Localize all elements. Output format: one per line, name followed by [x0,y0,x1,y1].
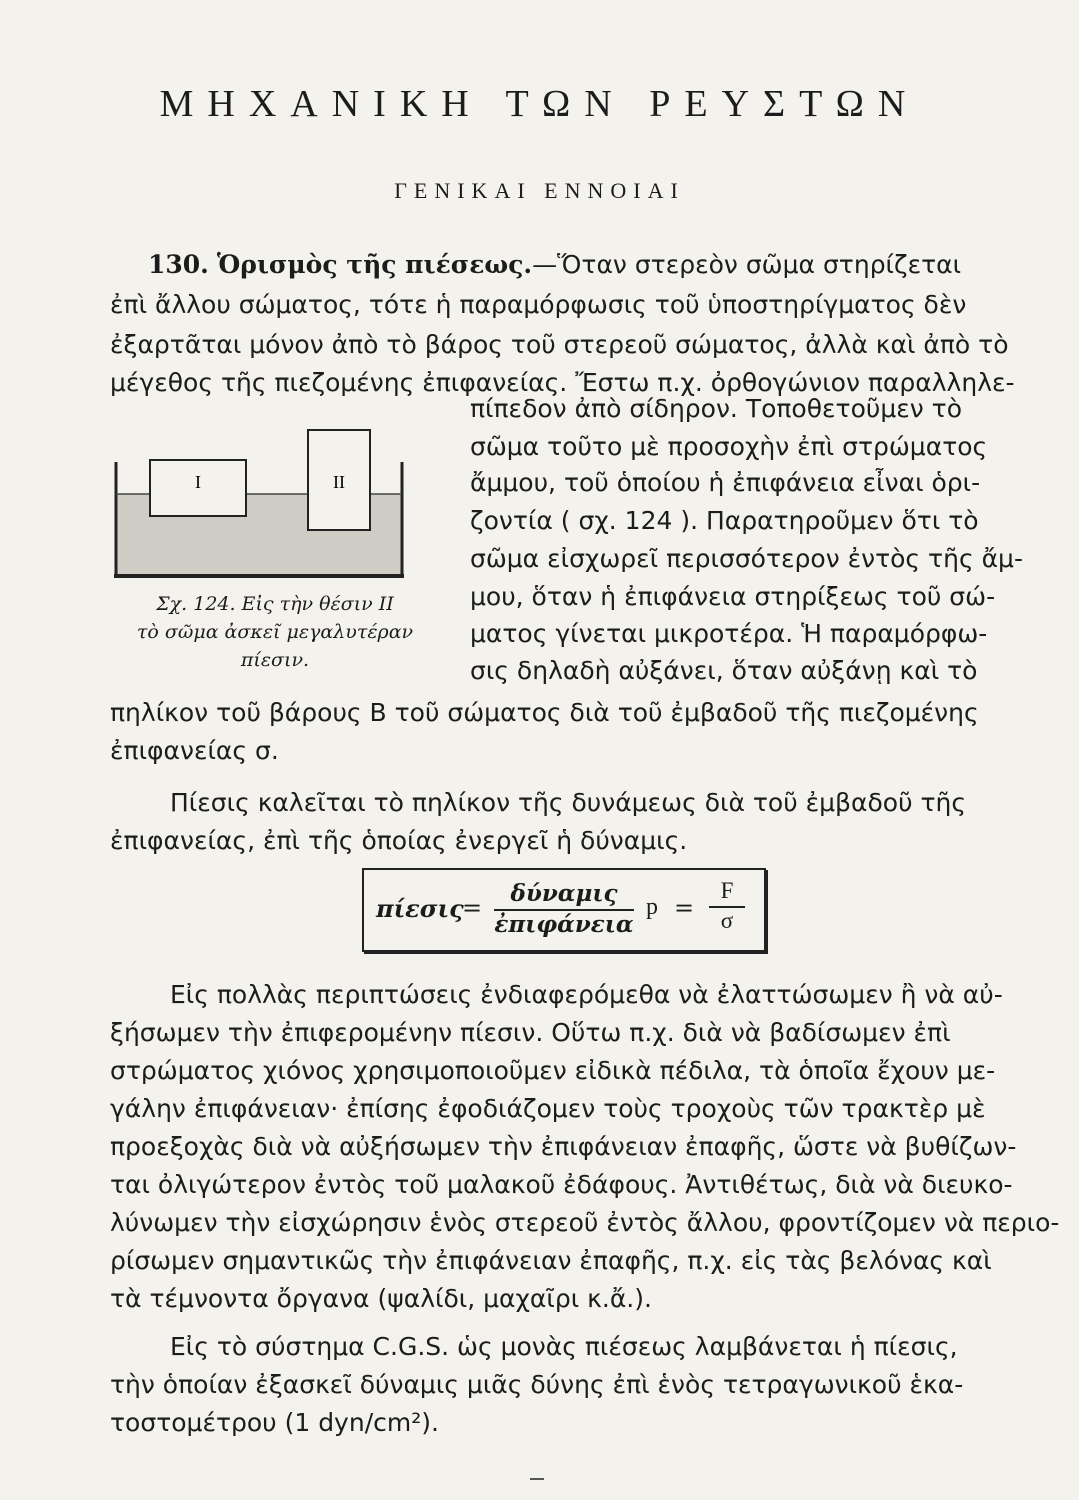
paragraph-line: ται ὀλιγώτερον ἐντὸς τοῦ μαλακοῦ ἐδάφους. Ἀντιθέτως, διὰ νὰ διευκο- [110,1170,1013,1199]
paragraph-line: στρώματος χιόνος χρησιμοποιοῦμεν εἰδικὰ πέδιλα, τὰ ὁποῖα ἔχουν με- [110,1056,996,1085]
section-line: μου, ὅταν ἡ ἐπιφάνεια στηρίξεως τοῦ σώ- [470,582,996,611]
formula-symbol: p [646,894,658,920]
paragraph-line: Εἰς πολλὰς περιπτώσεις ἐνδιαφερόμεθα νὰ ἐλαττώσωμεν ἢ νὰ αὐ- [170,980,1003,1009]
section-line: ζοντία ( σχ. 124 ). Παρατηροῦμεν ὅτι τὸ [470,506,979,535]
formula-equals: = [462,894,483,922]
section-heading: Ὁρισμὸς τῆς πιέσεως. [216,250,533,279]
section-number: 130. [148,250,209,279]
figure-sand-container [110,420,410,580]
definition-line: ἐπιφανείας, ἐπὶ τῆς ὁποίας ἐνεργεῖ ἡ δύναμις. [110,826,688,855]
section-subtitle: ΓΕΝΙΚΑΙ ΕΝΝΟΙΑΙ [394,178,685,203]
section-line: ἐξαρτᾶται μόνον ἀπὸ τὸ βάρος τοῦ στερεοῦ σώματος, ἀλλὰ καὶ ἀπὸ τὸ [110,330,1009,359]
chapter-title: ΜΗΧΑΝΙΚΗ ΤΩΝ ΡΕΥΣΤΩΝ [159,83,920,125]
paragraph-line: ρίσωμεν σημαντικῶς τὴν ἐπιφάνειαν ἐπαφῆς, π.χ. εἰς τὰς βελόνας καὶ [110,1246,992,1275]
formula-equals: = [674,894,695,922]
formula-numerator: δύναμις [494,880,634,911]
paragraph-line: τὰ τέμνοντα ὄργανα (ψαλίδι, μαχαῖρι κ.ἄ.). [110,1284,652,1313]
section-line: ἐπιφανείας σ. [110,736,279,765]
section-line: ἐπὶ ἄλλου σώματος, τότε ἡ παραμόρφωσις τοῦ ὑποστηρίγματος δὲν [110,290,967,319]
pressure-formula-box [362,868,766,952]
caption-line: τὸ σῶμα ἀσκεῖ μεγαλυτέραν [136,621,414,643]
paragraph-line: Εἰς τὸ σύστημα C.G.S. ὡς μονὰς πιέσεως λαμβάνεται ἡ πίεσις, [170,1332,958,1361]
formula-sym-denominator: σ [720,908,734,933]
section-line: —Ὅταν στερεὸν σῶμα στηρίζεται [532,250,962,279]
section-line: ἄμμου, τοῦ ὁποίου ἡ ἐπιφάνεια εἶναι ὁρι- [470,468,981,497]
paragraph-line: λύνωμεν τὴν εἰσχώρησιν ἑνὸς στερεοῦ ἐντὸς ἄλλου, φροντίζομεν νὰ περιο- [110,1208,1060,1237]
formula-denominator: ἐπιφάνεια [494,911,634,938]
caption-line: Σχ. 124. Εἰς τὴν θέσιν ΙΙ [156,593,394,615]
block-label-1: Ι [195,472,201,492]
paragraph-line: τοστομέτρου (1 dyn/cm²). [110,1408,439,1437]
block-label-2: ΙΙ [333,472,345,492]
section-line: σις δηλαδὴ αὐξάνει, ὅταν αὐξάνῃ καὶ τὸ [470,656,978,685]
section-line: σῶμα τοῦτο μὲ προσοχὴν ἐπὶ στρώματος [470,432,988,461]
formula-lhs: πίεσις [376,894,464,923]
paragraph-line: προεξοχὰς διὰ νὰ αὐξήσωμεν τὴν ἐπιφάνειαν ἐπαφῆς, ὥστε νὰ βυθίζων- [110,1132,1017,1161]
figure-caption [110,590,440,674]
section-line: μέγεθος τῆς πιεζομένης ἐπιφανείας. Ἔστω π.χ. ὀρθογώνιον παραλληλε- [110,368,1015,397]
section-line: πίπεδον ἀπὸ σίδηρον. Τοποθετοῦμεν τὸ [470,394,963,423]
section-line: σῶμα εἰσχωρεῖ περισσότερον ἐντὸς τῆς ἄμ- [470,544,1023,573]
caption-line: πίεσιν. [240,649,310,671]
paragraph-line: γάλην ἐπιφάνειαν· ἐπίσης ἐφοδιάζομεν τοὺς τροχοὺς τῶν τρακτὲρ μὲ [110,1094,986,1123]
section-line: πηλίκον τοῦ βάρους Β τοῦ σώματος διὰ τοῦ ἐμβαδοῦ τῆς πιεζομένης [110,698,979,727]
formula-word-fraction [494,880,634,938]
section-line: ματος γίνεται μικροτέρα. Ἡ παραμόρφω- [470,619,988,648]
section-heading-line [148,248,961,282]
page-end-mark [530,1478,544,1480]
formula-symbol-fraction [709,878,745,934]
formula-sym-numerator: F [709,878,745,908]
paragraph-line: τὴν ὁποίαν ἐξασκεῖ δύναμις μιᾶς δύνης ἐπὶ ἑνὸς τετραγωνικοῦ ἑκα- [110,1370,964,1399]
paragraph-line: ξήσωμεν τὴν ἐπιφερομένην πίεσιν. Οὕτω π.χ. διὰ νὰ βαδίσωμεν ἐπὶ [110,1018,951,1047]
definition-line: Πίεσις καλεῖται τὸ πηλίκον τῆς δυνάμεως διὰ τοῦ ἐμβαδοῦ τῆς [170,788,967,817]
